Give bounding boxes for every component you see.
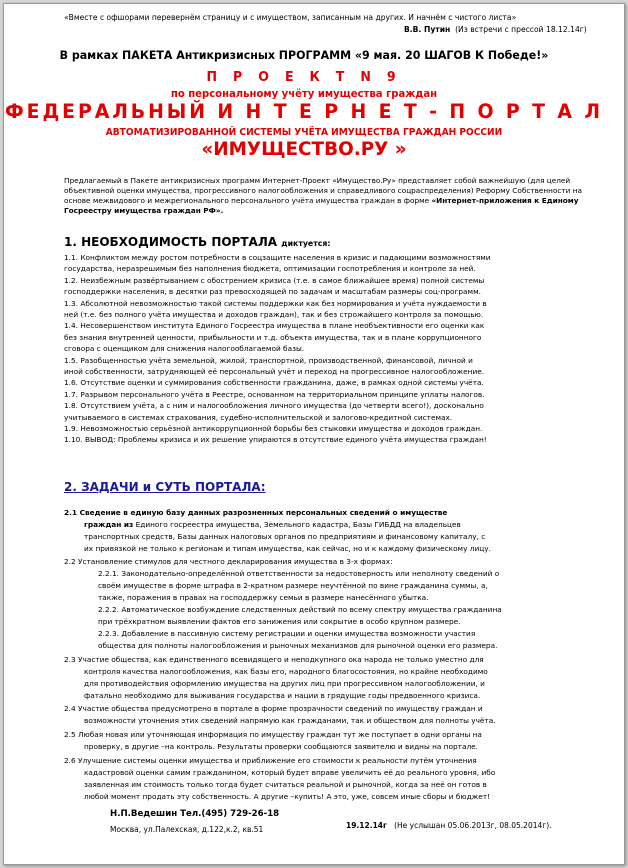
section2-line-text: проверку, в другие –на контроль. Результаты проверки сообщаются заявителю и видны на портале. xyxy=(84,742,479,751)
section2-line xyxy=(98,642,497,649)
site-name: «ИМУЩЕСТВО.РУ » xyxy=(201,138,407,160)
section2-line xyxy=(98,606,502,613)
section2-line xyxy=(64,509,447,516)
section2-line xyxy=(84,533,485,540)
program-title: В рамках ПАКЕТА Антикризисных ПРОГРАММ «9 мая. 20 ШАГОВ К Победе!» xyxy=(59,48,549,62)
section2-line-text: транспортных средств, Базы данных налоговых органов по предприятиям и финансовому капиталу, с xyxy=(84,532,486,541)
section2-line-text: любой момент продать эту собственность. А другие –купить! А это, уже, совсем иные сборы и бюджет! xyxy=(84,792,491,801)
section1-item: 1.5. Разобщенностью учёта земельной, жилой, транспортной, производственной, финансовой, личной и xyxy=(64,355,473,365)
section1-item: 1.4. Несовершенством института Единого Госреестра имущества в плане необъективности его оценки как xyxy=(64,321,485,331)
section2-line xyxy=(84,781,487,788)
section1-item: государства, неразрешимым без наполнения бюджета, оптимизации госпотребления и контроле за ней. xyxy=(64,264,476,274)
section1-item: ней (т.е. без полного учёта имущества и доходов граждан), так и без строжайшего контроля за помощью. xyxy=(64,310,484,319)
section2-title: 2. ЗАДАЧИ и СУТЬ ПОРТАЛА: xyxy=(64,480,266,494)
section1-item: без знания внутренней ценности, прибыльности и т.д. объекта имущества, так и в плане коррупционного xyxy=(64,332,482,342)
section2-line xyxy=(98,570,499,577)
section2-line-text: при трёхкратном выявлении фактов его занижения или сокрытие в особо крупном размере. xyxy=(98,617,461,626)
section2-line xyxy=(84,545,491,552)
system-title: АВТОМАТИЗИРОВАННОЙ СИСТЕМЫ УЧЁТА ИМУЩЕСТВА ГРАЖДАН РОССИИ xyxy=(105,127,503,138)
section2-line-bold: граждан из xyxy=(84,520,134,529)
section1-suffix: диктуется: xyxy=(281,239,331,248)
footer-contact: Н.П.Ведешин Тел.(495) 729-26-18 xyxy=(110,809,280,819)
section2-line-text: 2.2.3. Добавление в пассивную систему регистрации и оценки имущества возможности участия xyxy=(98,629,476,638)
section2-line-text: 2.2.1. Законодательно-определённой ответственности за недостоверность или неполноту сведений о xyxy=(98,569,500,578)
section1-item: сговора с оценщиком для снижения налогооблагаемой базы. xyxy=(64,344,305,354)
section2-line-text: 2.4 Участие общества предусмотрено в портале в форме прозрачности сведений по имуществу граждан и xyxy=(64,704,483,713)
section2-line-text: 2.2 Установление стимулов для честного декларирования имущества в 3-х формах: xyxy=(64,557,393,566)
section2-line xyxy=(64,731,482,738)
section2-line-text: общества для полноты налогообложения и рыночных механизмов для рыночной оценки его размера. xyxy=(98,641,498,650)
section2-line-text: для противодействия оформлению имущества на других лиц при прогрессивном налогообложении, и xyxy=(84,679,485,688)
section2-line-text: также, поражения в правах на господдержку семьи в размере нанесённого убытка. xyxy=(98,593,429,602)
epigraph-author: В.В. Путин xyxy=(404,25,451,34)
section1-item: 1.7. Разрывом персонального учёта в Реестре, основанном на территориальном принципе уплаты налогов. xyxy=(64,389,485,399)
section2-line xyxy=(98,618,460,625)
section1-item: 1.1. Конфликтом между ростом потребности в соцзащите населения в кризис и падающими возможностями xyxy=(64,253,491,262)
section2-line xyxy=(64,656,484,663)
section2-line-text: 2.6 Улучшение системы оценки имущества и приближение его стоимости к реальности путём уточнения xyxy=(64,756,477,765)
section2-line-text: 2.5 Любая новая или уточняющая информация по имуществу граждан тут же поступает в одни органы на xyxy=(64,730,482,739)
section2-line-text: возможности уточнения этих сведений напрямую как гражданами, так и обществом для полноты учёта. xyxy=(84,716,496,725)
section1-title: 1. НЕОБХОДИМОСТЬ ПОРТАЛА xyxy=(64,235,278,249)
section2-line xyxy=(84,769,495,776)
section1-item: 1.3. Абсолютной невозможностью такой системы поддержки как без нормирования и учёта нуждаемости в xyxy=(64,298,487,308)
section2-line-text: фатально необходимо для выживания государства и нации в грядущие годы предвоенного кризиса. xyxy=(84,691,481,700)
section1-item: 1.10. ВЫВОД: Проблемы кризиса и их решение упираются в отсутствие единого учёта имущества граждан! xyxy=(64,435,487,445)
epigraph-source: (Из встречи с прессой 18.12.14г) xyxy=(455,25,587,34)
section2-line xyxy=(84,793,490,800)
section2-line-text: контроля качества налогообложения, как базы его, народного благосостояния, но крайне необходимо xyxy=(84,667,488,676)
section2-line xyxy=(98,594,428,601)
section2-line-text: Единого госреестра имущества, Земельного кадастра, Базы ГИБДД на владельцев xyxy=(133,520,461,529)
footer-date: 19.12.14г xyxy=(346,821,387,830)
intro-text: Предлагаемый в Пакете антикризисных программ Интернет-Проект «Имущество.Ру» представляет собой важнейшую (для целей объективной оценки имущества, прогрессивного налогообложения и справедливого соцраспределения) Реформу Собственности на основе межвидового и межрегионального персонального учёта имущества граждан в форме xyxy=(64,176,582,205)
portal-title: ФЕДЕРАЛЬНЫЙ И Н Т Е Р Н Е Т - П О Р Т А Л xyxy=(5,100,603,123)
section2-line xyxy=(84,521,461,528)
section1-item: 1.6. Отсутствие оценки и суммирования собственности гражданина, даже, в рамках одной системы учёта. xyxy=(64,378,484,388)
intro-paragraph xyxy=(64,176,584,216)
footer-date-note xyxy=(346,822,552,830)
project-number: П Р О Е К Т N 9 xyxy=(206,70,402,85)
section2-line-text: 2.3 Участие общества, как единственного всевидящего и неподкупного ока народа не только уместно для xyxy=(64,655,484,664)
section1-item: иной собственности, затрудняющей её персональный учёт и переход на прогрессивное налогообложение. xyxy=(64,367,485,376)
section2-line xyxy=(84,717,496,724)
section2-line xyxy=(84,680,485,687)
section2-line-text: своём имуществе в форме штрафа в 2-кратном размере неучтённой по вине гражданина суммы, а, xyxy=(98,581,488,590)
section2-line-bold: 2.1 Сведение в единую базу данных разрозненных персональных сведений о имуществе xyxy=(64,508,448,517)
footer-note: (Не услышан 05.06.2013г, 08.05.2014г). xyxy=(394,821,552,830)
section1-item: 1.2. Неизбежным развёртыванием с обострением кризиса (т.е. в самое ближайшее время) полной системы xyxy=(64,275,485,285)
epigraph-quote: «Вместе с офшорами перевернём страницу и с имуществом, записанным на других. И начнём с чистого листа» xyxy=(64,13,517,22)
section1-heading xyxy=(64,236,331,248)
section2-line-text: кадастровой оценки самим гражданином, который будет вправе увеличить её до реального уровня, ибо xyxy=(84,768,496,777)
project-subtitle: по персональному учёту имущества граждан xyxy=(170,88,438,100)
section2-line-text: заявленная им стоимость только тогда будет считаться реальной и рыночной, когда за неё он готов в xyxy=(84,780,487,789)
section2-line xyxy=(64,558,393,565)
section2-line xyxy=(84,743,478,750)
section2-line xyxy=(98,582,488,589)
section1-item: учитываемого в системах страхования, судебно-исполнительской и залогово-кредитной системах. xyxy=(64,412,453,422)
section2-heading xyxy=(64,481,266,493)
document-page xyxy=(3,3,625,865)
section2-line xyxy=(64,705,483,712)
section2-line xyxy=(64,757,477,764)
section1-item: господдержки населения, в десятки раз превосходящей по задачам и масштабам размеры соц-программ. xyxy=(64,287,481,297)
section1-item: 1.9. Невозможностью серьёзной антикоррупционной борьбы без стыковки имущества и доходов граждан. xyxy=(64,424,483,433)
footer-address: Москва, ул.Палехская, д.122,к.2, кв.51 xyxy=(110,825,264,834)
section2-line-text: 2.2.2. Автоматическое возбуждение следственных действий по всему спектру имущества гражданина xyxy=(98,605,502,614)
intro-bold: «Интернет-приложения к Единому Госреестру имущества граждан РФ». xyxy=(64,196,579,215)
section1-item: 1.8. Отсутствием учёта, а с ним и налогообложения личного имущества (до четверти всего!), досконально xyxy=(64,401,484,411)
section2-line xyxy=(84,692,480,699)
section2-line-text: их привязкой не только к регионам и типам имущества, как сейчас, но и к каждому физическому лицу. xyxy=(84,544,491,553)
section2-line xyxy=(98,630,475,637)
epigraph-signature xyxy=(404,26,587,34)
section2-line xyxy=(84,668,488,675)
